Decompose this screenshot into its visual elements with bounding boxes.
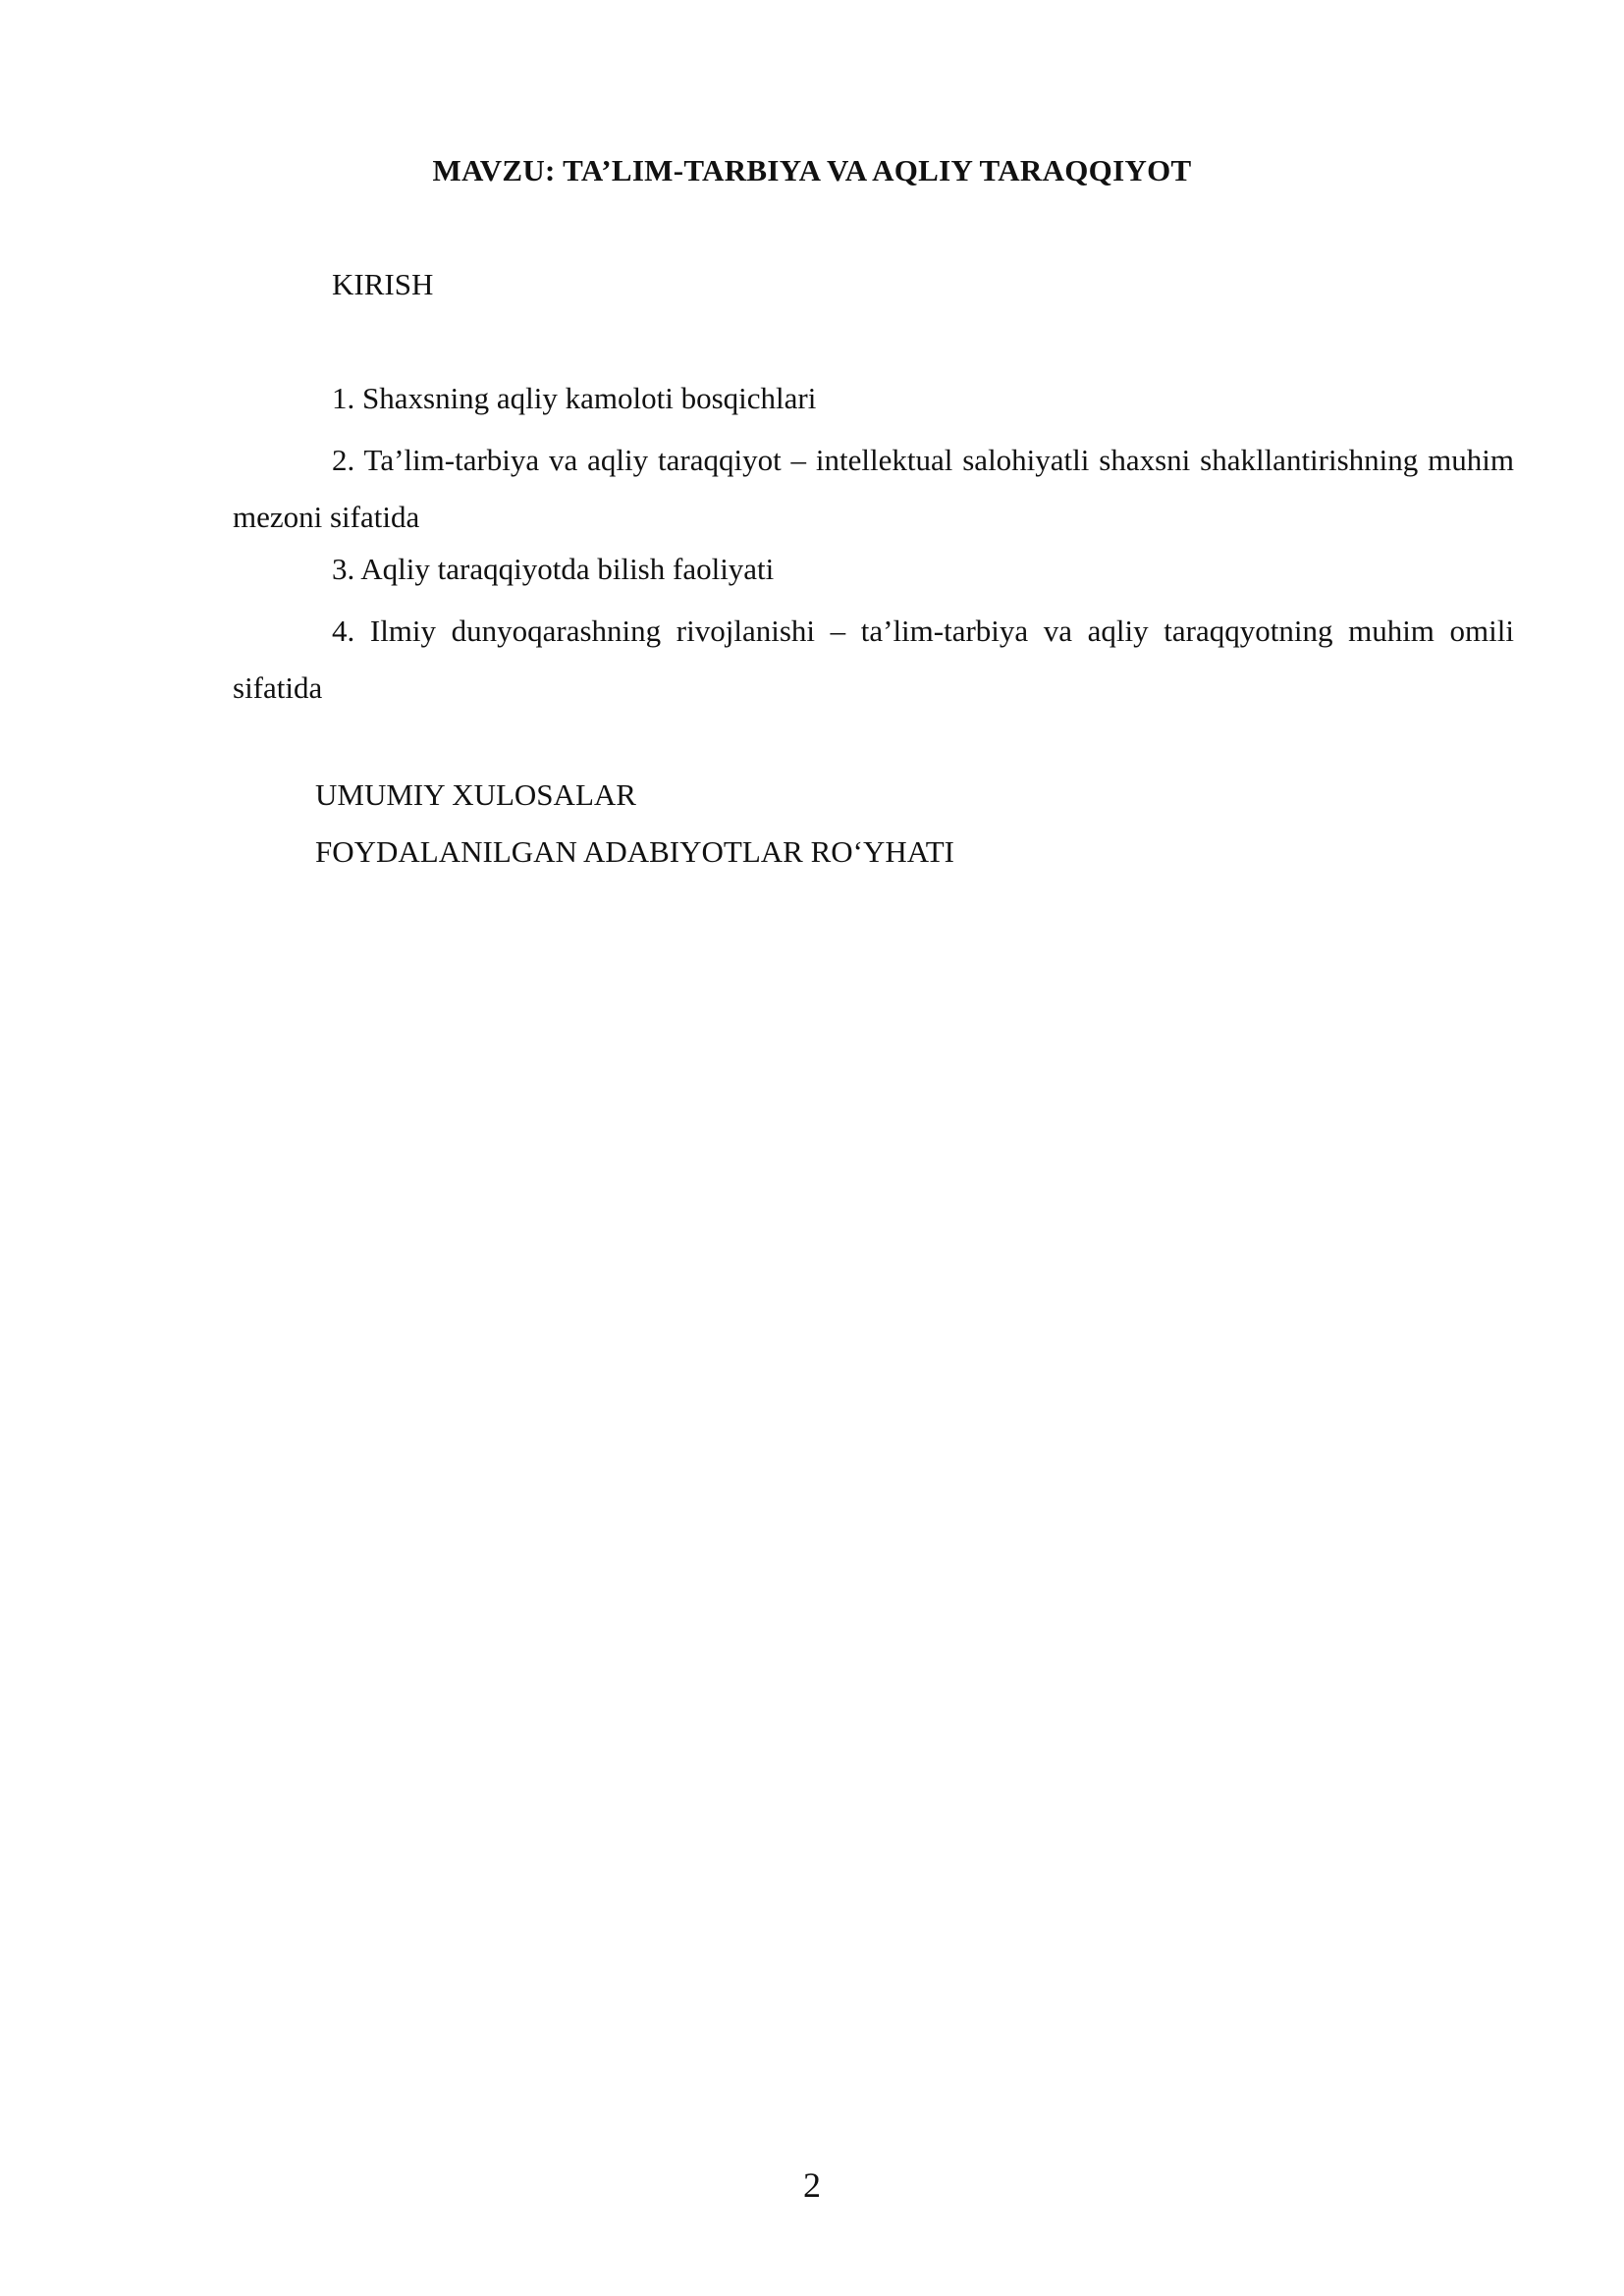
toc-item-2: 2. Ta’lim-tarbiya va aqliy taraqqiyot – intellektual salohiyatli shaxsni shakllantirishning muhim mezoni sifatida xyxy=(233,443,1514,534)
document-title: MAVZU: TA’LIM-TARBIYA VA AQLIY TARAQQIYOT xyxy=(432,153,1192,187)
toc-item-1: 1. Shaxsning aqliy kamoloti bosqichlari xyxy=(332,381,817,415)
toc-item-3: 3. Aqliy taraqqiyotda bilish faoliyati xyxy=(332,552,775,586)
conclusions-heading: UMUMIY XULOSALAR xyxy=(315,777,636,812)
intro-heading: KIRISH xyxy=(332,267,434,301)
page-number: 2 xyxy=(803,2165,821,2205)
toc-item-4: 4. Ilmiy dunyoqarashning rivojlanishi – ta’lim-tarbiya va aqliy taraqqyotning muhim omili sifatida xyxy=(233,614,1514,705)
references-heading: FOYDALANILGAN ADABIYOTLAR RO‘YHATI xyxy=(315,834,954,869)
